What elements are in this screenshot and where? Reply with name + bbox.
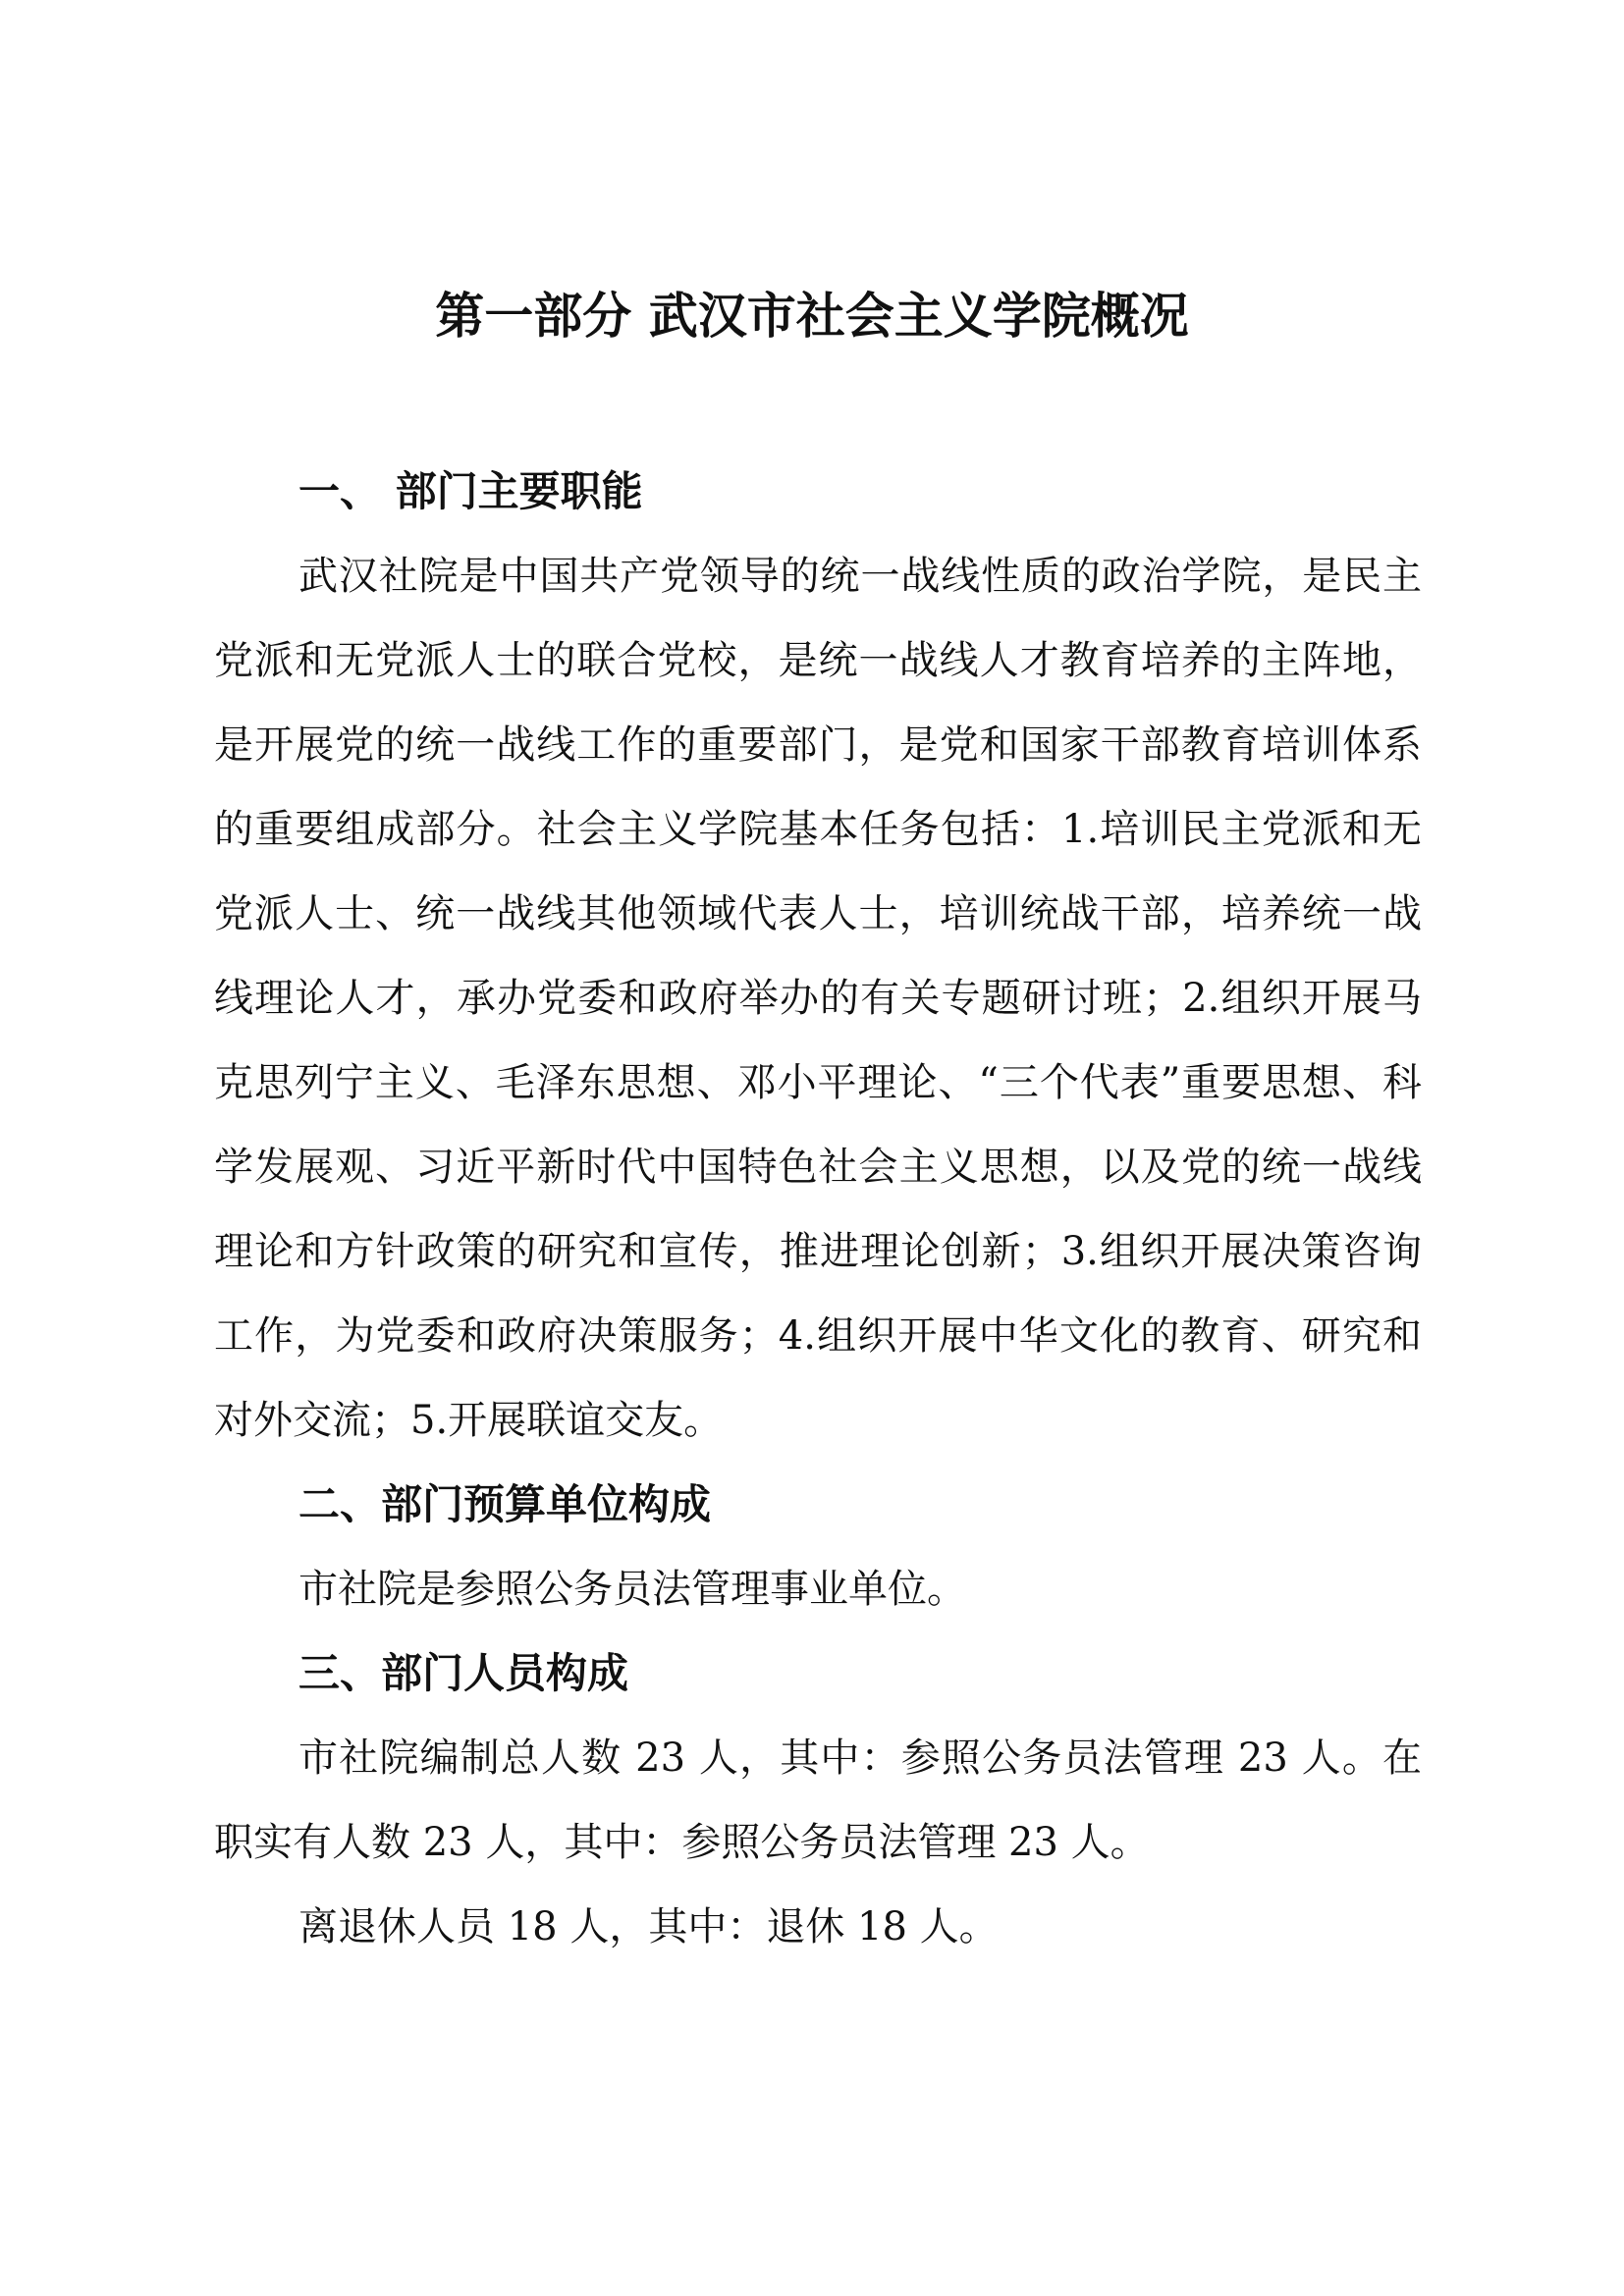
retirees-paragraph: 离退休人员 18 人，其中：退休 18 人。	[298, 1904, 999, 1949]
document-body	[214, 450, 1422, 1969]
section-heading-staff: 三、部门人员构成	[298, 1649, 629, 1697]
staff-paragraph: 市社院编制总人数 23 人，其中：参照公务员法管理 23 人。在职实有人数 23 人，其中：参照公务员法管理 23 人。	[214, 1735, 1422, 1865]
section-heading-functions: 一、 部门主要职能	[298, 467, 643, 515]
budget-units-paragraph: 市社院是参照公务员法管理事业单位。	[298, 1567, 966, 1612]
functions-paragraph: 武汉社院是中国共产党领导的统一战线性质的政治学院，是民主党派和无党派人士的联合党校，是统一战线人才教育培养的主阵地，是开展党的统一战线工作的重要部门，是党和国家干部教育培训体系的重要组成部分。社会主义学院基本任务包括：1.培训民主党派和无党派人士、统一战线其他领域代表人士，培训统战干部，培养统一战线理论人才，承办党委和政府举办的有关专题研讨班；2.组织开展马克思列宁主义、毛泽东思想、邓小平理论、“三个代表”重要思想、科学发展观、习近平新时代中国特色社会主义思想，以及党的统一战线理论和方针政策的研究和宣传，推进理论创新；3.组织开展决策咨询工作，为党委和政府决策服务；4.组织开展中华文化的教育、研究和对外交流；5.开展联谊交友。	[214, 554, 1422, 1443]
page-title: 第一部分 武汉市社会主义学院概况	[435, 288, 1189, 345]
section-heading-budget-units: 二、部门预算单位构成	[298, 1480, 712, 1528]
